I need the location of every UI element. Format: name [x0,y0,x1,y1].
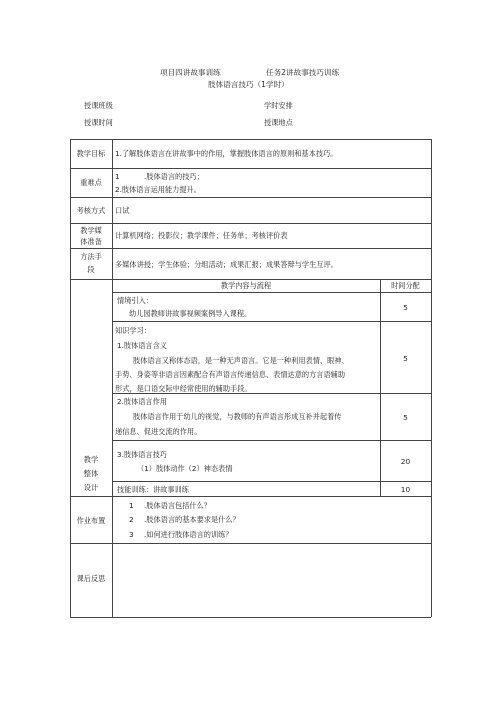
assess-label: 考核方式 [76,206,106,215]
homework-item3-number: 3 [129,530,134,539]
homework-item1: .肢体语言包括什么？ [144,501,211,510]
method-label-line2: 段 [87,265,95,274]
design-label-line1: 教学 [83,455,99,464]
media-label-line2: 体准备 [80,237,102,246]
skills-items: （1）肢体动作（2）神态表情 [137,464,233,473]
reflection-label: 课后反思 [76,574,106,583]
homework-item3: .如何进行肢体语言的训练？ [144,530,233,539]
knowledge-title: 知识学习： [115,326,151,335]
media-content: 计算机网络；投影仪；教学课件；任务单；考核评价表 [115,231,288,240]
lesson-subtitle: 肢体语言技巧（1学时） [208,80,289,89]
time-column-header: 时间分配 [391,281,420,290]
key-label: 重难点 [80,178,102,187]
key-item2: 2.肢体语言运用能力提升。 [115,185,201,194]
goal-label: 教学目标 [76,149,106,158]
assess-content: 口试 [115,206,130,215]
skills-time: 20 [400,457,411,466]
homework-item1-number: 1 [129,501,134,510]
class-label: 授课班级 [84,101,113,110]
training-time: 10 [400,485,411,494]
skills-heading: 3.肢体语言技巧 [117,450,167,459]
function-line2: 递信息、促进交流的作用。 [115,427,202,436]
time-label: 授课时间 [84,118,113,127]
meaning-heading: 1.肢体语言含义 [117,341,167,350]
function-time: 5 [403,413,408,422]
function-line1: 肢体语言作用于幼儿的视觉，与教师的有声语言彤成互补并起着传 [133,412,342,421]
key-item1: .肢体语言的技巧； [144,172,204,181]
method-content: 多媒体讲授；学生体验；分组活动；成果汇报；成果答辩与学生互评。 [115,260,338,269]
intro-text: 幼儿园教师讲故事视频案例导入课程。 [129,309,252,318]
method-label-line1: 方法手 [80,252,102,261]
intro-title: 情境引入： [117,296,153,305]
training-text: 技能训练：讲故事训练 [117,485,189,494]
project-title: 项目四讲故事训练 [160,68,221,77]
task-title: 任务2讲故事技巧训练 [266,68,340,77]
media-label-line1: 教学媒 [80,226,102,235]
knowledge-time: 5 [403,354,408,363]
design-label-line2: 整体 [83,469,99,478]
content-column-header: 教学内容与流程 [220,281,272,290]
intro-time: 5 [403,303,408,312]
homework-label: 作业布置 [76,516,106,525]
meaning-line3: 形式，是口语交际中经常使用的辅助手段。 [115,384,252,393]
homework-item2: .肢体语言的基本要求是什么？ [144,515,240,524]
meaning-line2: 手势、身姿等非语言因素配合有声语言传递信息、表情达意的方言语辅助 [115,370,346,379]
meaning-line1: 肢体语言又称体态语，是一种无声语言。它是一种利用表情、眼神、 [133,356,349,365]
function-heading: 2.肢体语言作用 [117,397,167,406]
venue-label: 授课地点 [264,118,293,127]
hours-label: 学时安排 [264,101,293,110]
homework-item2-number: 2 [129,515,134,524]
design-label-line3: 设计 [83,483,99,492]
goal-content: 1.了解肢体语言在讲故事中的作用，掌握肢体语言的原则和基本技巧。 [115,149,338,158]
key-item1-number: 1 [115,172,120,181]
